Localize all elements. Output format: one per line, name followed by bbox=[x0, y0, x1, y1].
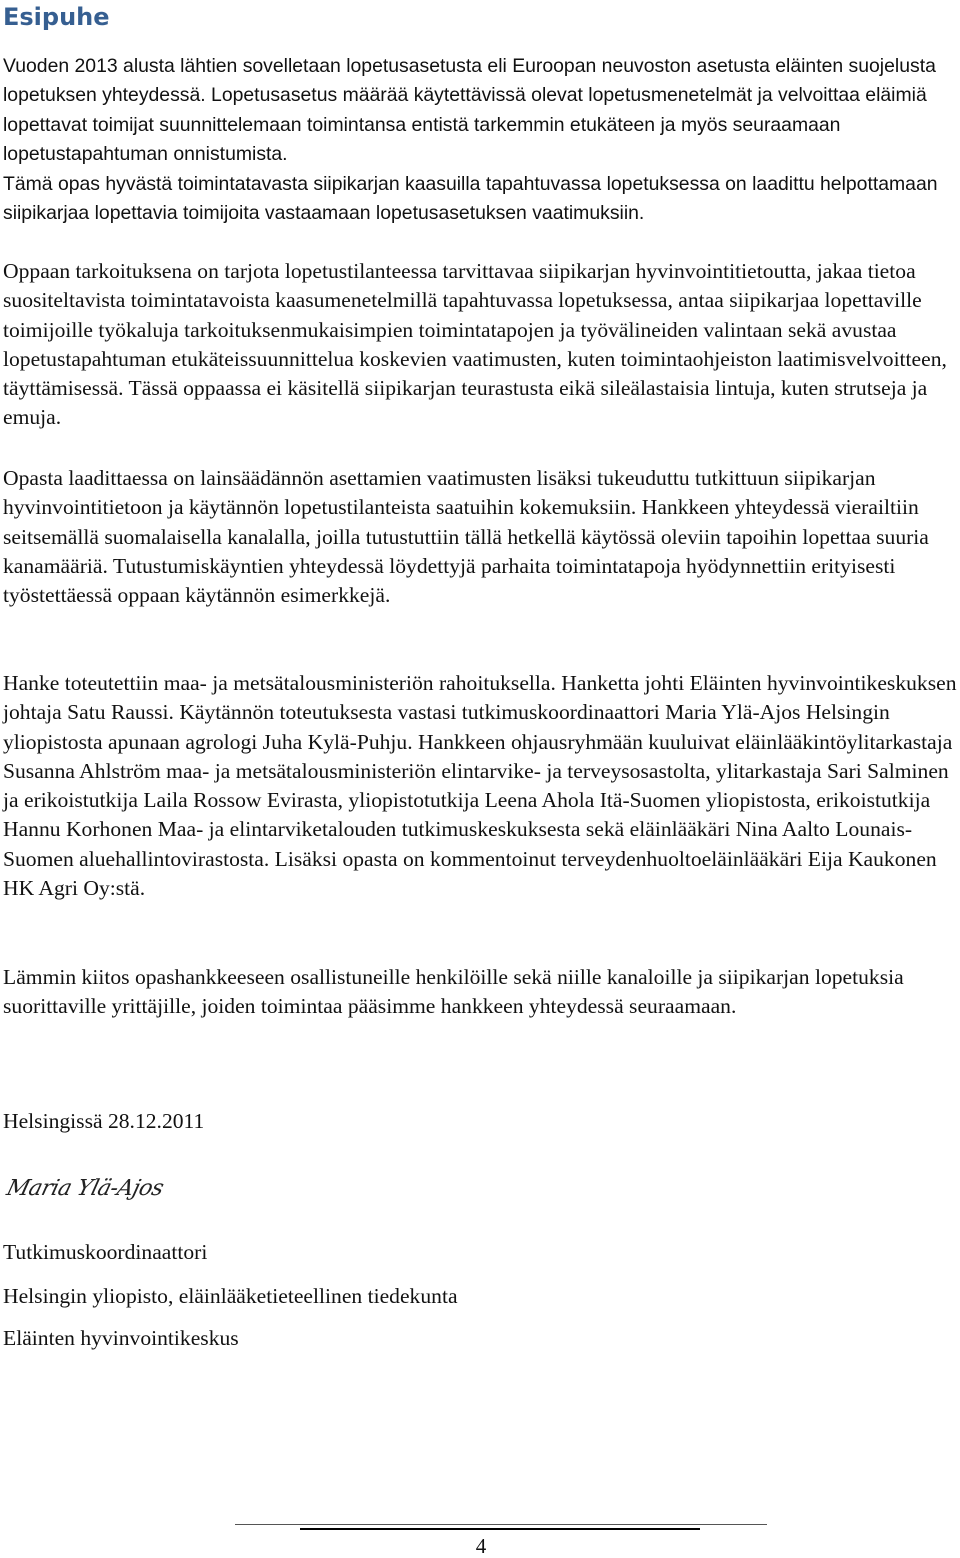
sources-paragraph: Opasta laadittaessa on lainsäädännön asettamien vaatimusten lisäksi tukeuduttu tutkittuun siipikarjan hyvinvointitietoon ja käytännön lopetustilanteista saatuihin kokemuksiin. Hankkeen yhteydessä vierailtiin seitsemällä suomalaisella kanalalla, joilla tutustuttiin tällä hetkellä käytössä oleviin tapoihin lopettaa suuria kanamääriä. Tutustumiskäyntien yhteydessä löydettyjä parhaita toimintatapoja hyödynnettiin erityisesti työstettäessä oppaan käytännön esimerkkejä. bbox=[3, 466, 929, 608]
signer-title: Tutkimuskoordinaattori bbox=[3, 1240, 208, 1264]
purpose-paragraph: Oppaan tarkoituksena on tarjota lopetustilanteessa tarvittavaa siipikarjan hyvinvointitietoutta, jakaa tietoa suositeltavista toimintatavoista kaasumenetelmillä tapahtuvassa lopetuksessa, antaa siipikarjaa lopettaville toimijoille työkaluja tarkoituksenmukaisimpien toimintatapojen ja työvälineiden valintaan sekä avustaa lopetustapahtuman etukäteissuunnittelua koskevien vaatimusten, kuten toimintaohjeiston laatimisvelvoitteen, täyttämisessä. Tässä oppaassa ei käsitellä siipikarjan teurastusta eikä sileälastaisia lintuja, kuten strutseja ja emuja. bbox=[3, 259, 947, 430]
intro-paragraph-part1: Vuoden 2013 alusta lähtien sovelletaan lopetusasetusta eli Euroopan neuvoston asetusta eläinten suojelusta lopetuksen yhteydessä. Lopetusasetus määrää käytettävissä olevat lopetusmenetelmät ja velvoittaa eläimiä lopettavat toimijat suunnittelemaan toimintansa entistä tarkemmin etukäteen ja myös seuraamaan lopetustapahtuman onnistumista. bbox=[3, 55, 936, 165]
footer-divider bbox=[235, 1524, 767, 1525]
signer-center: Eläinten hyvinvointikeskus bbox=[3, 1326, 239, 1350]
thanks-paragraph: Lämmin kiitos opashankkeeseen osallistuneille henkilöille sekä niille kanaloille ja siipikarjan lopetuksia suorittaville yrittäjille, joiden toimintaa pääsimme hankkeen yhteydessä seuraamaan. bbox=[3, 965, 904, 1019]
footer-divider-accent bbox=[300, 1528, 700, 1530]
handwritten-signature: Maria Ylä-Ajos bbox=[4, 1176, 166, 1201]
place-date: Helsingissä 28.12.2011 bbox=[3, 1109, 205, 1133]
project-paragraph: Hanke toteutettiin maa- ja metsätalousministeriön rahoituksella. Hanketta johti Eläinten hyvinvointikeskuksen johtaja Satu Raussi. Käytännön toteutuksesta vastasi tutkimuskoordinaattori Maria Ylä-Ajos Helsingin yliopistosta apunaan agrologi Juha Kylä-Puhju. Hankkeen ohjausryhmään kuuluivat eläinlääkintöylitarkastaja Susanna Ahlström maa- ja metsätalousministeriön elintarvike- ja terveysosastolta, ylitarkastaja Sari Salminen ja erikoistutkija Laila Rossow Evirasta, yliopistotutkija Leena Ahola Itä-Suomen yliopistosta, erikoistutkija Hannu Korhonen Maa- ja elintarviketalouden tutkimuskeskuksesta sekä eläinlääkäri Nina Aalto Lounais-Suomen aluehallintovirastosta. Lisäksi opasta on kommentoinut terveydenhuoltoeläinlääkäri Eija Kaukonen HK Agri Oy:stä. bbox=[3, 671, 957, 901]
signer-institution: Helsingin yliopisto, eläinlääketieteellinen tiedekunta bbox=[3, 1284, 458, 1308]
intro-paragraph-part2: Tämä opas hyvästä toimintatavasta siipikarjan kaasuilla tapahtuvassa lopetuksessa on laadittu helpottamaan siipikarjaa lopettavia toimijoita vastaamaan lopetusasetuksen vaatimuksiin. bbox=[3, 173, 938, 225]
page-number: 4 bbox=[475, 1534, 487, 1558]
page-title: Esipuhe bbox=[3, 3, 110, 31]
